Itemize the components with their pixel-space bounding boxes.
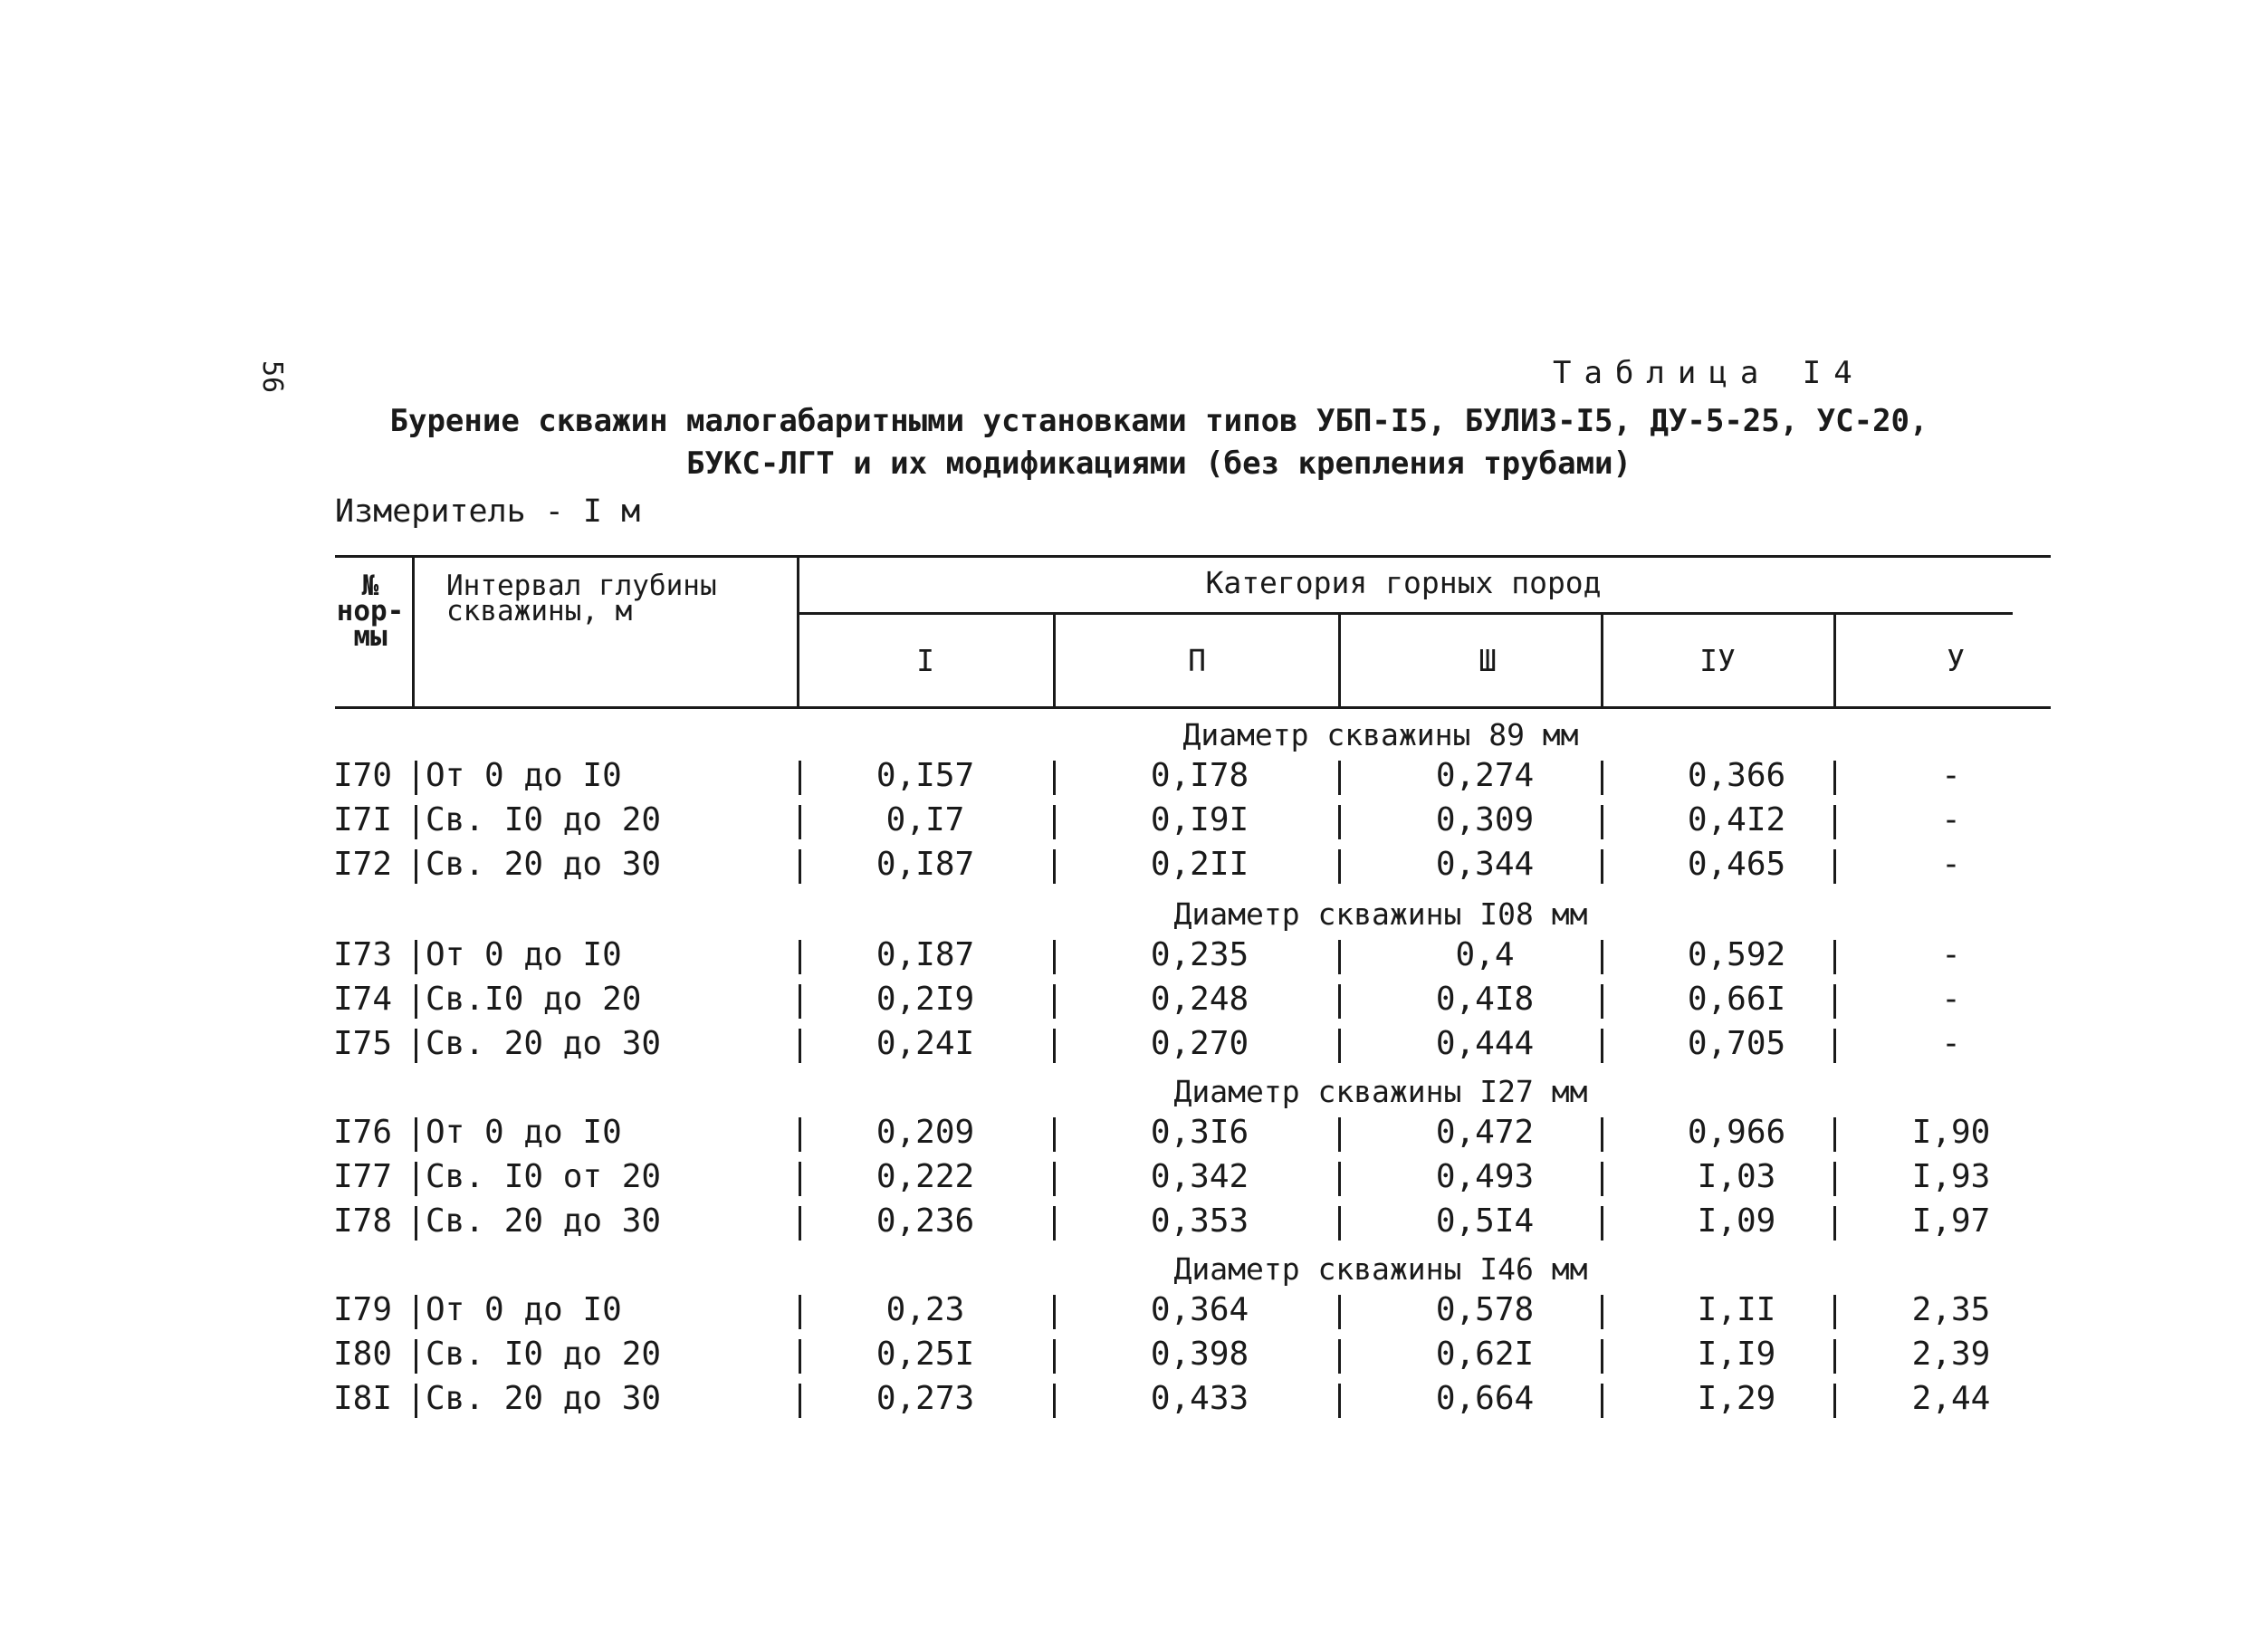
column-separator — [799, 1295, 801, 1329]
depth-interval: От 0 до I0 — [426, 936, 622, 973]
depth-interval: От 0 до I0 — [426, 1291, 622, 1328]
header-col-1: I — [916, 643, 934, 678]
depth-interval: Св. 20 до 30 — [426, 846, 662, 883]
header-interval: Интервал глубины скважины, м — [446, 570, 717, 627]
column-separator — [415, 1162, 417, 1196]
column-separator — [799, 1339, 801, 1374]
value-cell: 0,664 — [1435, 1380, 1535, 1417]
value-cell: 0,273 — [876, 1380, 975, 1417]
value-cell: 0,5I4 — [1435, 1202, 1535, 1240]
column-separator — [1338, 805, 1341, 839]
norm-number: I72 — [333, 846, 393, 883]
value-cell: I,I9 — [1697, 1336, 1776, 1373]
column-separator — [1338, 1206, 1341, 1240]
column-separator — [1833, 1295, 1836, 1329]
column-separator — [415, 805, 417, 839]
value-cell: - — [1941, 981, 1961, 1018]
value-cell: 0,274 — [1435, 757, 1535, 794]
value-cell: 2,39 — [1911, 1336, 1991, 1373]
value-cell: 0,472 — [1435, 1114, 1535, 1151]
value-cell: 0,23 — [885, 1291, 965, 1328]
value-cell: 0,62I — [1435, 1336, 1535, 1373]
value-cell: 0,353 — [1150, 1202, 1249, 1240]
column-separator — [799, 761, 801, 795]
column-separator — [1338, 940, 1341, 974]
value-cell: 0,364 — [1150, 1291, 1249, 1328]
value-cell: 0,493 — [1435, 1158, 1535, 1195]
norm-number: I75 — [333, 1025, 393, 1062]
column-separator — [1338, 849, 1341, 884]
column-separator — [1833, 940, 1836, 974]
value-cell: 0,309 — [1435, 801, 1535, 838]
column-separator — [1601, 761, 1603, 795]
value-cell: 0,235 — [1150, 936, 1249, 973]
depth-interval: Св. I0 до 20 — [426, 1336, 662, 1373]
column-separator — [415, 940, 417, 974]
header-divider-norm — [412, 558, 415, 706]
column-separator — [1833, 1384, 1836, 1418]
value-cell: 0,I87 — [876, 846, 975, 883]
header-bottom-rule — [335, 706, 2051, 709]
value-cell: 0,25I — [876, 1336, 975, 1373]
value-cell: 0,578 — [1435, 1291, 1535, 1328]
value-cell: 0,344 — [1435, 846, 1535, 883]
column-separator — [1338, 984, 1341, 1019]
table-label: Таблица I4 — [1553, 355, 1865, 391]
header-col-3: Ш — [1479, 643, 1497, 678]
column-separator — [1601, 1162, 1603, 1196]
column-separator — [1338, 1029, 1341, 1063]
column-separator — [1833, 761, 1836, 795]
unit-of-measure: Измеритель - I м — [335, 493, 641, 530]
header-col-4: IУ — [1699, 643, 1736, 678]
column-separator — [1601, 1339, 1603, 1374]
column-separator — [1338, 761, 1341, 795]
value-cell: I,09 — [1697, 1202, 1776, 1240]
value-cell: 0,I7 — [885, 801, 965, 838]
value-cell: 0,366 — [1687, 757, 1786, 794]
column-separator — [1833, 1206, 1836, 1240]
header-col-5: У — [1947, 643, 1965, 678]
value-cell: 0,4 — [1455, 936, 1515, 973]
column-separator — [1053, 1029, 1056, 1063]
value-cell: I,29 — [1697, 1380, 1776, 1417]
value-cell: - — [1941, 801, 1961, 838]
column-separator — [1053, 1206, 1056, 1240]
value-cell: I,90 — [1911, 1114, 1991, 1151]
value-cell: 0,270 — [1150, 1025, 1249, 1062]
value-cell: - — [1941, 846, 1961, 883]
column-separator — [799, 1162, 801, 1196]
column-separator — [415, 1117, 417, 1152]
depth-interval: Св. 20 до 30 — [426, 1025, 662, 1062]
value-cell: 0,236 — [876, 1202, 975, 1240]
column-separator — [1833, 1339, 1836, 1374]
value-cell: 0,444 — [1435, 1025, 1535, 1062]
page-number: 56 — [256, 360, 288, 394]
column-separator — [415, 984, 417, 1019]
value-cell: 0,248 — [1150, 981, 1249, 1018]
column-separator — [1338, 1117, 1341, 1152]
column-separator — [799, 940, 801, 974]
value-cell: 0,398 — [1150, 1336, 1249, 1373]
value-cell: - — [1941, 757, 1961, 794]
value-cell: I,93 — [1911, 1158, 1991, 1195]
value-cell: 0,2II — [1150, 846, 1249, 883]
column-separator — [1053, 940, 1056, 974]
column-separator — [415, 761, 417, 795]
column-separator — [415, 1029, 417, 1063]
table-top-rule — [335, 555, 2051, 558]
table-title-line-2: БУКС-ЛГТ и их модификациями (без крепления трубами) — [686, 445, 1632, 482]
value-cell: 0,66I — [1687, 981, 1786, 1018]
norm-number: I70 — [333, 757, 393, 794]
value-cell: 0,4I2 — [1687, 801, 1786, 838]
norm-number: I76 — [333, 1114, 393, 1151]
column-separator — [1338, 1339, 1341, 1374]
column-separator — [799, 849, 801, 884]
norm-number: I74 — [333, 981, 393, 1018]
norm-number: I73 — [333, 936, 393, 973]
value-cell: 0,433 — [1150, 1380, 1249, 1417]
column-separator — [1833, 1162, 1836, 1196]
column-separator — [1053, 761, 1056, 795]
column-separator — [1833, 1117, 1836, 1152]
column-separator — [1601, 940, 1603, 974]
norm-number: I7I — [333, 801, 393, 838]
value-cell: 0,592 — [1687, 936, 1786, 973]
column-separator — [1053, 1162, 1056, 1196]
category-underline — [799, 612, 2013, 615]
column-separator — [1601, 1206, 1603, 1240]
value-cell: - — [1941, 1025, 1961, 1062]
value-cell: 0,2I9 — [876, 981, 975, 1018]
norm-number: I8I — [333, 1380, 393, 1417]
column-separator — [1053, 1117, 1056, 1152]
value-cell: 0,3I6 — [1150, 1114, 1249, 1151]
depth-interval: От 0 до I0 — [426, 757, 622, 794]
depth-interval: Св. I0 от 20 — [426, 1158, 662, 1195]
value-cell: - — [1941, 936, 1961, 973]
column-separator — [415, 1206, 417, 1240]
column-separator — [1601, 1029, 1603, 1063]
column-separator — [1601, 1117, 1603, 1152]
value-cell: 0,222 — [876, 1158, 975, 1195]
column-separator — [1601, 849, 1603, 884]
column-separator — [1833, 849, 1836, 884]
column-separator — [415, 1384, 417, 1418]
value-cell: 0,I87 — [876, 936, 975, 973]
value-cell: 0,705 — [1687, 1025, 1786, 1062]
column-separator — [1053, 984, 1056, 1019]
norm-number: I77 — [333, 1158, 393, 1195]
depth-interval: От 0 до I0 — [426, 1114, 622, 1151]
section-heading: Диаметр скважины 89 мм — [1182, 717, 1579, 752]
column-separator — [1338, 1384, 1341, 1418]
column-separator — [1833, 984, 1836, 1019]
column-separator — [1338, 1295, 1341, 1329]
column-separator — [1833, 1029, 1836, 1063]
column-separator — [799, 1206, 801, 1240]
norm-number: I78 — [333, 1202, 393, 1240]
section-heading: Диаметр скважины I46 мм — [1173, 1251, 1588, 1287]
depth-interval: Св. 20 до 30 — [426, 1380, 662, 1417]
header-divider-col-4 — [1601, 615, 1603, 706]
column-separator — [1053, 849, 1056, 884]
value-cell: 0,I9I — [1150, 801, 1249, 838]
value-cell: 2,35 — [1911, 1291, 1991, 1328]
column-separator — [415, 1339, 417, 1374]
table-title-line-1: Бурение скважин малогабаритными установками типов УБП-I5, БУЛИЗ-I5, ДУ-5-25, УС-20, — [389, 403, 1928, 439]
column-separator — [1601, 805, 1603, 839]
depth-interval: Св. 20 до 30 — [426, 1202, 662, 1240]
header-rock-category: Категория горных пород — [1205, 565, 1602, 600]
column-separator — [1338, 1162, 1341, 1196]
header-col-2: П — [1188, 643, 1206, 678]
column-separator — [1833, 805, 1836, 839]
header-norm-number: № нор- мы — [336, 570, 405, 653]
value-cell: 0,I57 — [876, 757, 975, 794]
depth-interval: Св.I0 до 20 — [426, 981, 642, 1018]
value-cell: 0,966 — [1687, 1114, 1786, 1151]
section-heading: Диаметр скважины I08 мм — [1173, 896, 1588, 932]
value-cell: 0,342 — [1150, 1158, 1249, 1195]
value-cell: I,II — [1697, 1291, 1776, 1328]
column-separator — [1053, 1384, 1056, 1418]
header-divider-col-3 — [1338, 615, 1341, 706]
column-separator — [1053, 1339, 1056, 1374]
value-cell: 0,I78 — [1150, 757, 1249, 794]
column-separator — [1601, 1384, 1603, 1418]
value-cell: 0,4I8 — [1435, 981, 1535, 1018]
value-cell: I,97 — [1911, 1202, 1991, 1240]
norm-number: I80 — [333, 1336, 393, 1373]
value-cell: 0,24I — [876, 1025, 975, 1062]
depth-interval: Св. I0 до 20 — [426, 801, 662, 838]
header-divider-col-5 — [1833, 615, 1836, 706]
section-heading: Диаметр скважины I27 мм — [1173, 1074, 1588, 1109]
column-separator — [799, 1117, 801, 1152]
header-divider-col-2 — [1053, 615, 1056, 706]
column-separator — [799, 984, 801, 1019]
column-separator — [1053, 1295, 1056, 1329]
column-separator — [1053, 805, 1056, 839]
column-separator — [1601, 984, 1603, 1019]
value-cell: 2,44 — [1911, 1380, 1991, 1417]
value-cell: I,03 — [1697, 1158, 1776, 1195]
column-separator — [799, 1029, 801, 1063]
norm-number: I79 — [333, 1291, 393, 1328]
column-separator — [415, 1295, 417, 1329]
column-separator — [415, 849, 417, 884]
value-cell: 0,465 — [1687, 846, 1786, 883]
column-separator — [799, 805, 801, 839]
column-separator — [799, 1384, 801, 1418]
value-cell: 0,209 — [876, 1114, 975, 1151]
column-separator — [1601, 1295, 1603, 1329]
